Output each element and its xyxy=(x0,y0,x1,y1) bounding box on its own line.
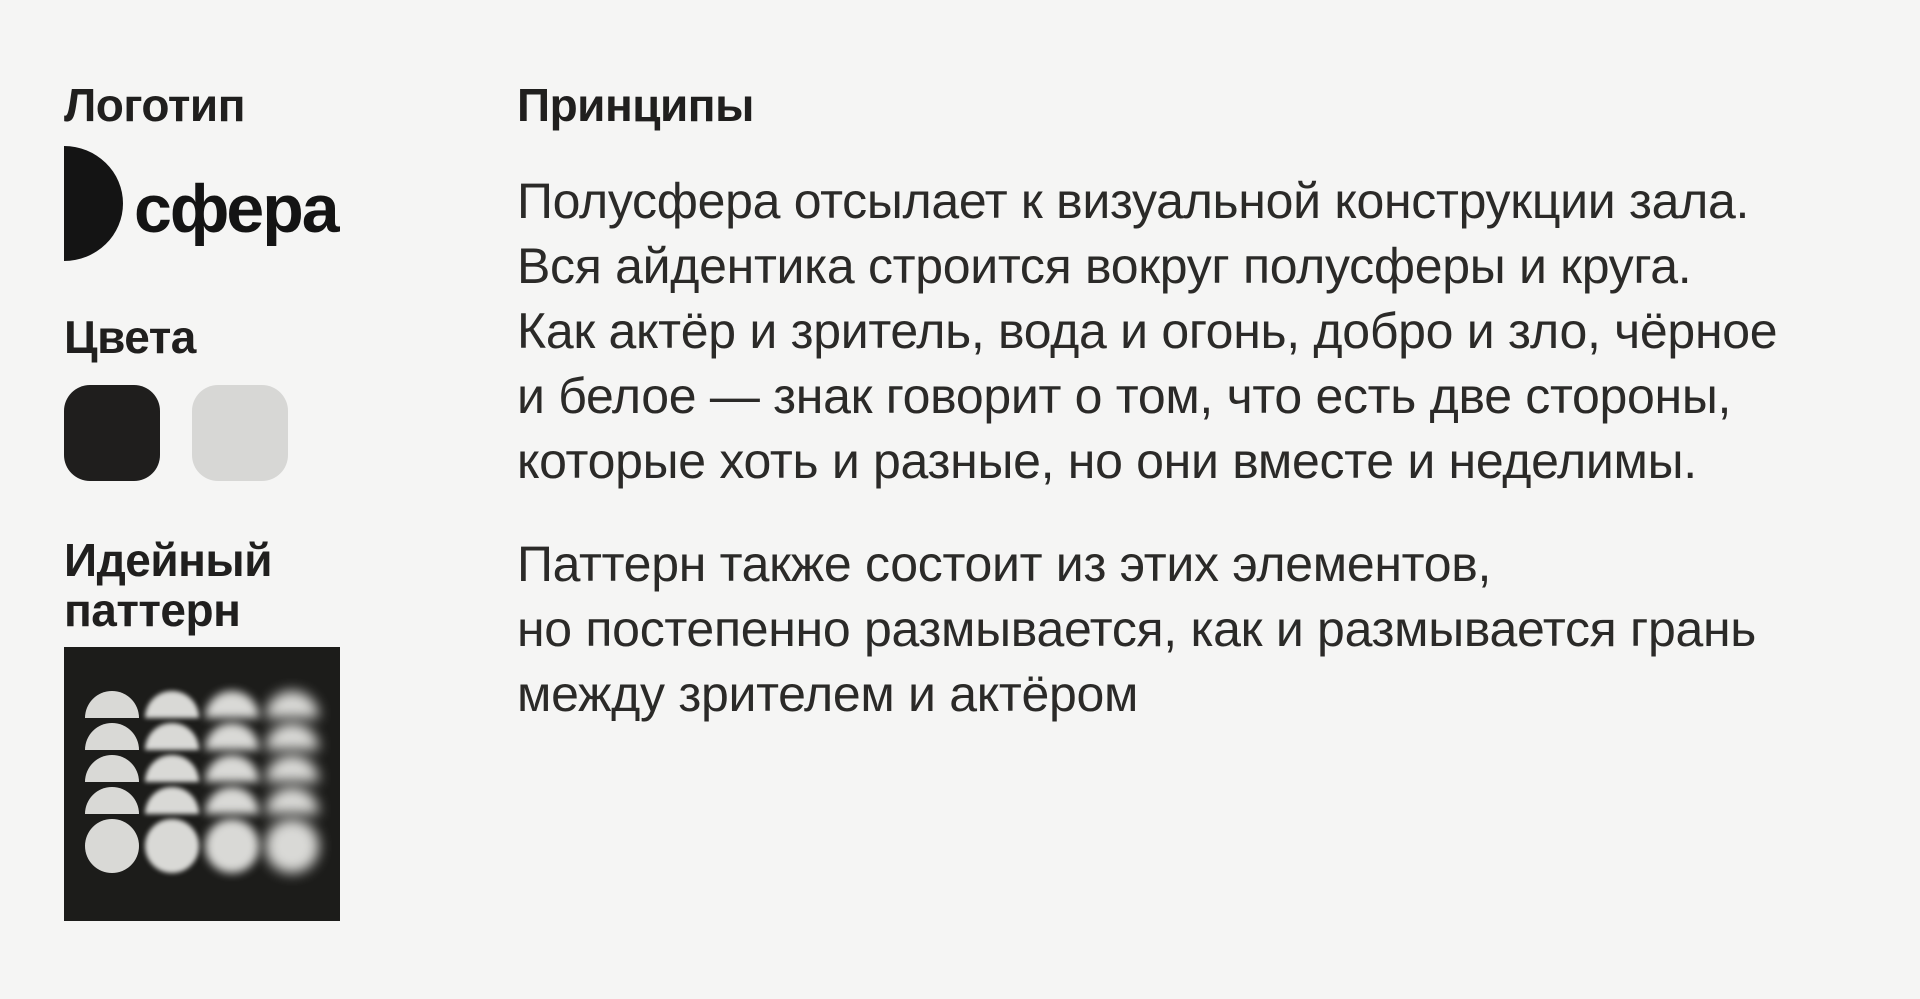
pattern-dome-icon xyxy=(265,723,319,750)
pattern-dome-icon xyxy=(265,691,319,718)
pattern-dome-icon xyxy=(145,691,199,718)
pattern-row xyxy=(85,787,340,814)
pattern-dome-icon xyxy=(265,787,319,814)
text-line: Идейный xyxy=(64,534,272,586)
pattern-dome-icon xyxy=(145,755,199,782)
text-line: которые хоть и разные, но они вместе и неделимы. xyxy=(517,433,1697,489)
principles-section-heading: Принципы xyxy=(517,79,754,131)
logo-section-heading: Логотип xyxy=(64,79,245,131)
pattern-row xyxy=(85,819,340,873)
half-sphere-logo-icon xyxy=(64,146,123,261)
pattern-dome-icon xyxy=(145,787,199,814)
text-line: Полусфера отсылает к визуальной конструкции зала. xyxy=(517,173,1750,229)
pattern-dome-icon xyxy=(85,723,139,750)
logo-wordmark: сфера xyxy=(134,170,338,247)
color-swatch-light xyxy=(192,385,288,481)
pattern-circle-icon xyxy=(205,819,259,873)
pattern-dome-icon xyxy=(205,787,259,814)
pattern-row xyxy=(85,755,340,782)
pattern-circle-icon xyxy=(145,819,199,873)
text-line: между зрителем и актёром xyxy=(517,666,1139,722)
principles-paragraph-2 xyxy=(517,532,1756,727)
text-line: и белое — знак говорит о том, что есть две стороны, xyxy=(517,368,1732,424)
pattern-circle-icon xyxy=(85,819,139,873)
text-line: паттерн xyxy=(64,584,241,636)
text-line: Как актёр и зритель, вода и огонь, добро и зло, чёрное xyxy=(517,303,1778,359)
pattern-dome-icon xyxy=(205,755,259,782)
pattern-section-heading xyxy=(64,535,272,635)
pattern-dome-icon xyxy=(205,691,259,718)
text-line: Вся айдентика строится вокруг полусферы и круга. xyxy=(517,238,1692,294)
text-line: Паттерн также состоит из этих элементов, xyxy=(517,536,1492,592)
colors-section-heading: Цвета xyxy=(64,311,196,363)
pattern-dome-icon xyxy=(145,723,199,750)
pattern-circle-icon xyxy=(265,819,319,873)
pattern-row xyxy=(85,691,340,718)
pattern-row xyxy=(85,723,340,750)
pattern-dome-icon xyxy=(205,723,259,750)
logo xyxy=(64,145,338,262)
color-swatch-dark xyxy=(64,385,160,481)
idea-pattern-tile xyxy=(64,647,340,921)
principles-paragraph-1 xyxy=(517,169,1777,494)
color-swatches xyxy=(64,385,288,481)
text-line: но постепенно размывается, как и размывается грань xyxy=(517,601,1757,657)
pattern-dome-icon xyxy=(85,755,139,782)
pattern-dome-icon xyxy=(265,755,319,782)
pattern-dome-icon xyxy=(85,691,139,718)
pattern-dome-icon xyxy=(85,787,139,814)
